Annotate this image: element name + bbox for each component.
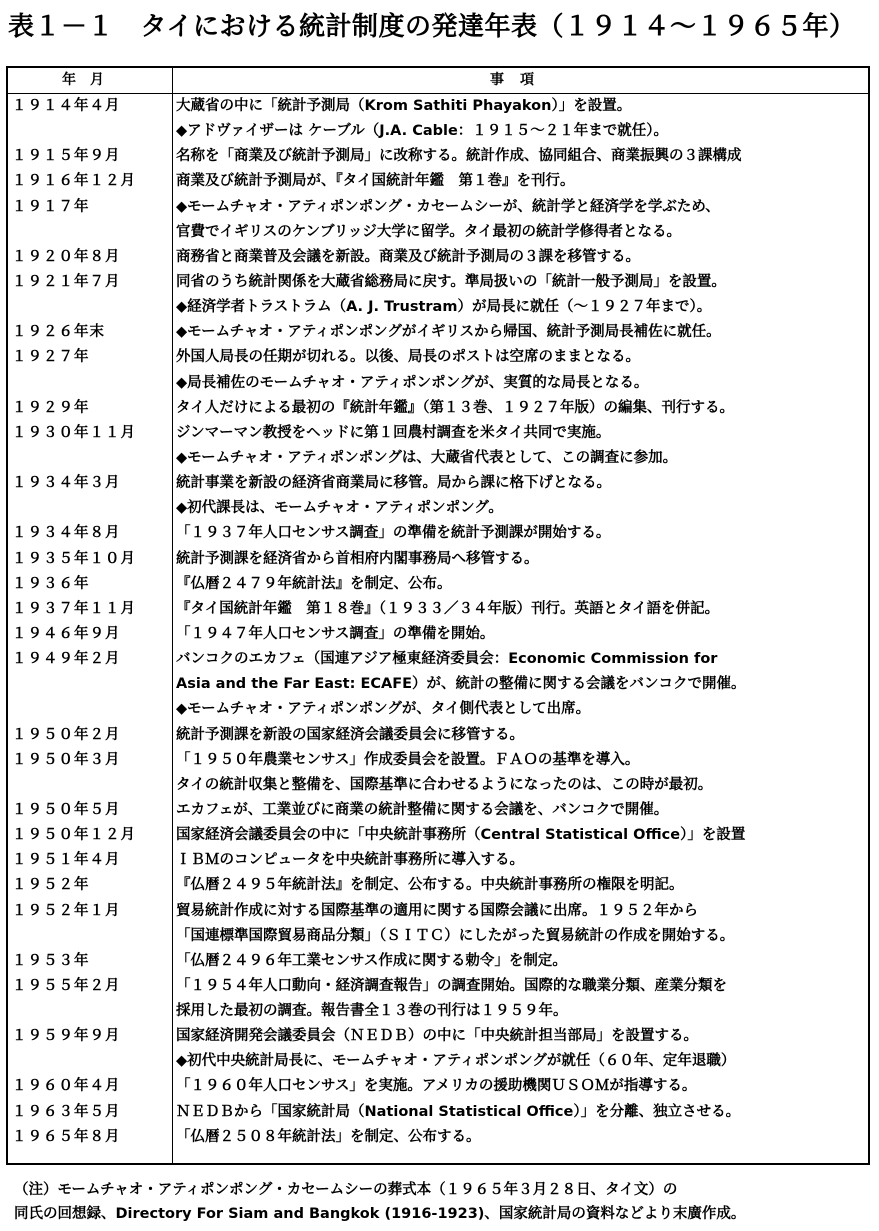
row-event: ◆モームチャオ・アティポンポングは、大蔵省代表として、この調査に参加。 — [176, 449, 678, 466]
row-date: １９２６年末 — [12, 324, 105, 341]
table-row — [8, 748, 868, 773]
table-row — [8, 1125, 868, 1150]
row-event: Asia and the Far East: ECAFE）が、統計の整備に関する会議をバンコクで開催。 — [176, 676, 746, 693]
table-row — [8, 94, 868, 119]
table-row — [8, 773, 868, 798]
row-event: 「仏暦２５０８年統計法」を制定、公布する。 — [176, 1128, 481, 1145]
row-date: １９２９年 — [12, 399, 90, 416]
row-event: ◆モームチャオ・アティポンポング・カセームシーが、統計学と経済学を学ぶため、 — [176, 198, 720, 215]
table-row — [8, 1024, 868, 1049]
row-event: 統計予測課を経済省から首相府内閣事務局へ移管する。 — [176, 550, 539, 567]
row-event: 『タイ国統計年鑑 第１８巻』（１９３３／３４年版）刊行。英語とタイ語を併記。 — [176, 600, 720, 617]
table-row — [8, 848, 868, 873]
source-note — [14, 1178, 745, 1226]
row-date: １９５２年 — [12, 877, 90, 894]
row-event: 採用した最初の調査。報告書全１３巻の刊行は１９５９年。 — [176, 1003, 568, 1020]
row-event: 商務省と商業普及会議を新設。商業及び統計予測局の３課を移管する。 — [176, 248, 640, 265]
row-date: １９５３年 — [12, 952, 90, 969]
row-date: １９５１年４月 — [12, 852, 121, 869]
table-row — [8, 345, 868, 370]
row-event: 国家経済会議委員会の中に「中央統計事務所（Central Statistical Office）」を設置 — [176, 827, 746, 844]
table-row — [8, 974, 868, 999]
row-date: １９１６年１２月 — [12, 173, 136, 190]
row-event: 「１９５４年人口動向・経済調査報告」の調査開始。国際的な職業分類、産業分類を — [176, 977, 727, 994]
chronology-table — [6, 66, 870, 1165]
table-row — [8, 320, 868, 345]
row-date: １９５０年１２月 — [12, 827, 136, 844]
table-row — [8, 220, 868, 245]
row-event: 「１９３７年人口センサス調査」の準備を統計予測課が開始する。 — [176, 525, 611, 542]
table-row — [8, 396, 868, 421]
row-event: ◆経済学者トラストラム（A. J. Trustram）が局長に就任（～１９２７年まで）。 — [176, 299, 712, 316]
row-date: １９３７年１１月 — [12, 600, 136, 617]
table-row — [8, 245, 868, 270]
table-row — [8, 295, 868, 320]
table-header — [8, 68, 868, 94]
row-date: １９３５年１０月 — [12, 550, 136, 567]
table-row — [8, 119, 868, 144]
row-date: １９３４年３月 — [12, 475, 121, 492]
row-event: 統計事業を新設の経済省商業局に移管。局から課に格下げとなる。 — [176, 475, 611, 492]
table-row — [8, 697, 868, 722]
table-row — [8, 672, 868, 697]
row-event: タイの統計収集と整備を、国際基準に合わせるようになったのは、この時が最初。 — [176, 776, 713, 793]
row-event: 同省のうち統計関係を大蔵省総務局に戻す。準局扱いの「統計一般予測局」を設置。 — [176, 273, 726, 290]
note-line-1: （注）モームチャオ・アティポンポング・カセームシーの葬式本（１９６５年３月２８日、タイ文）の — [14, 1182, 678, 1198]
table-row — [8, 144, 868, 169]
table-row — [8, 924, 868, 949]
table-row — [8, 371, 868, 396]
row-date: １９１５年９月 — [12, 148, 121, 165]
table-row — [8, 195, 868, 220]
row-event: ◆モームチャオ・アティポンポングがイギリスから帰国、統計予測局長補佐に就任。 — [176, 324, 721, 341]
table-row — [8, 1100, 868, 1125]
row-date: １９２７年 — [12, 349, 90, 366]
row-date: １９５０年５月 — [12, 801, 121, 818]
row-date: １９５９年９月 — [12, 1028, 121, 1045]
row-date: １９４９年２月 — [12, 651, 121, 668]
row-event: タイ人だけによる最初の『統計年鑑』（第１３巻、１９２７年版）の編集、刊行する。 — [176, 399, 734, 416]
row-date: １９３４年８月 — [12, 525, 121, 542]
row-event: 国家経済開発会議委員会（ＮＥＤＢ）の中に「中央統計担当部局」を設置する。 — [176, 1028, 698, 1045]
row-event: 『仏暦２４７９年統計法』を制定、公布。 — [176, 575, 452, 592]
row-event: 「国連標準国際貿易商品分類」（ＳＩＴＣ）にしたがった貿易統計の作成を開始する。 — [176, 927, 735, 944]
table-row — [8, 1074, 868, 1099]
row-event: ◆初代中央統計局長に、モームチャオ・アティポンポングが就任（６０年、定年退職） — [176, 1053, 736, 1070]
row-event: 「１９４７年人口センサス調査」の準備を開始。 — [176, 625, 495, 642]
row-event: 外国人局長の任期が切れる。以後、局長のポストは空席のままとなる。 — [176, 349, 640, 366]
row-date: １９５０年２月 — [12, 726, 121, 743]
table-row — [8, 723, 868, 748]
table-row — [8, 521, 868, 546]
row-event: ＩＢＭのコンピュータを中央統計事務所に導入する。 — [176, 852, 524, 869]
row-event: 統計予測課を新設の国家経済会議委員会に移管する。 — [176, 726, 524, 743]
row-date: １９１７年 — [12, 198, 90, 215]
row-date: １９２０年８月 — [12, 248, 121, 265]
row-event: 「仏暦２４９６年工業センサス作成に関する勅令」を制定。 — [176, 952, 567, 969]
row-event: エカフェが、工業並びに商業の統計整備に関する会議を、バンコクで開催。 — [176, 801, 669, 818]
table-row — [8, 421, 868, 446]
table-row — [8, 873, 868, 898]
row-event: ◆アドヴァイザーは ケーブル（J.A. Cable：１９１５～２１年まで就任）。 — [176, 123, 669, 140]
table-body — [8, 94, 868, 1150]
row-event: ジンマーマン教授をヘッドに第１回農村調査を米タイ共同で実施。 — [176, 424, 611, 441]
table-row — [8, 270, 868, 295]
row-date: １９５０年３月 — [12, 751, 121, 768]
table-row — [8, 547, 868, 572]
row-event: 『仏暦２４９５年統計法』を制定、公布する。中央統計事務所の権限を明記。 — [176, 877, 684, 894]
row-date: １９３０年１１月 — [12, 424, 136, 441]
row-date: １９４６年９月 — [12, 625, 121, 642]
row-date: １９５２年１月 — [12, 902, 121, 919]
row-date: １９３６年 — [12, 575, 90, 592]
row-event: 「１９５０年農業センサス」作成委員会を設置。ＦＡＯの基準を導入。 — [176, 751, 640, 768]
table-row — [8, 597, 868, 622]
table-row — [8, 622, 868, 647]
note-line-2: 同氏の回想録、Directory For Siam and Bangkok (1916-1923)、国家統計局の資料などより末廣作成。 — [14, 1206, 746, 1222]
table-row — [8, 572, 868, 597]
table-row — [8, 471, 868, 496]
row-date: １９６０年４月 — [12, 1078, 121, 1095]
row-date: １９６５年８月 — [12, 1128, 121, 1145]
row-date: １９６３年５月 — [12, 1103, 121, 1120]
row-event: ＮＥＤＢから「国家統計局（National Statistical Office）」を分離、独立させる。 — [176, 1103, 741, 1120]
row-event: 大蔵省の中に「統計予測局（Krom Sathiti Phayakon）」を設置。 — [176, 98, 632, 114]
table-row — [8, 823, 868, 848]
table-row — [8, 1049, 868, 1074]
row-date: １９２１年７月 — [12, 273, 121, 290]
table-row — [8, 798, 868, 823]
row-event: ◆初代課長は、モームチャオ・アティポンポング。 — [176, 500, 503, 517]
row-event: バンコクのエカフェ（国連アジア極東経済委員会：Economic Commission for — [176, 651, 718, 668]
table-row — [8, 169, 868, 194]
row-event: 名称を「商業及び統計予測局」に改称する。統計作成、協同組合、商業振興の３課構成 — [176, 148, 742, 165]
table-row — [8, 899, 868, 924]
header-event: 事項 — [490, 72, 550, 88]
row-date: １９５５年２月 — [12, 977, 121, 994]
table-row — [8, 999, 868, 1024]
page-title: 表１－１ タイにおける統計制度の発達年表（１９１４～１９６５年） — [8, 12, 856, 42]
row-event: 商業及び統計予測局が、『タイ国統計年鑑 第１巻』を刊行。 — [176, 173, 575, 190]
row-event: 官費でイギリスのケンブリッジ大学に留学。タイ最初の統計学修得者となる。 — [176, 223, 682, 240]
row-event: ◆局長補佐のモームチャオ・アティポンポングが、実質的な局長となる。 — [176, 374, 649, 391]
row-event: 貿易統計作成に対する国際基準の適用に関する国際会議に出席。１９５２年から — [176, 902, 698, 919]
row-event: ◆モームチャオ・アティポンポングが、タイ側代表として出席。 — [176, 701, 591, 718]
header-date: 年月 — [62, 72, 118, 88]
table-row — [8, 647, 868, 672]
row-event: 「１９６０年人口センサス」を実施。アメリカの援助機関ＵＳＯＭが指導する。 — [176, 1078, 697, 1095]
table-row — [8, 496, 868, 521]
table-row — [8, 949, 868, 974]
row-date: １９１４年４月 — [12, 98, 121, 114]
table-row — [8, 446, 868, 471]
